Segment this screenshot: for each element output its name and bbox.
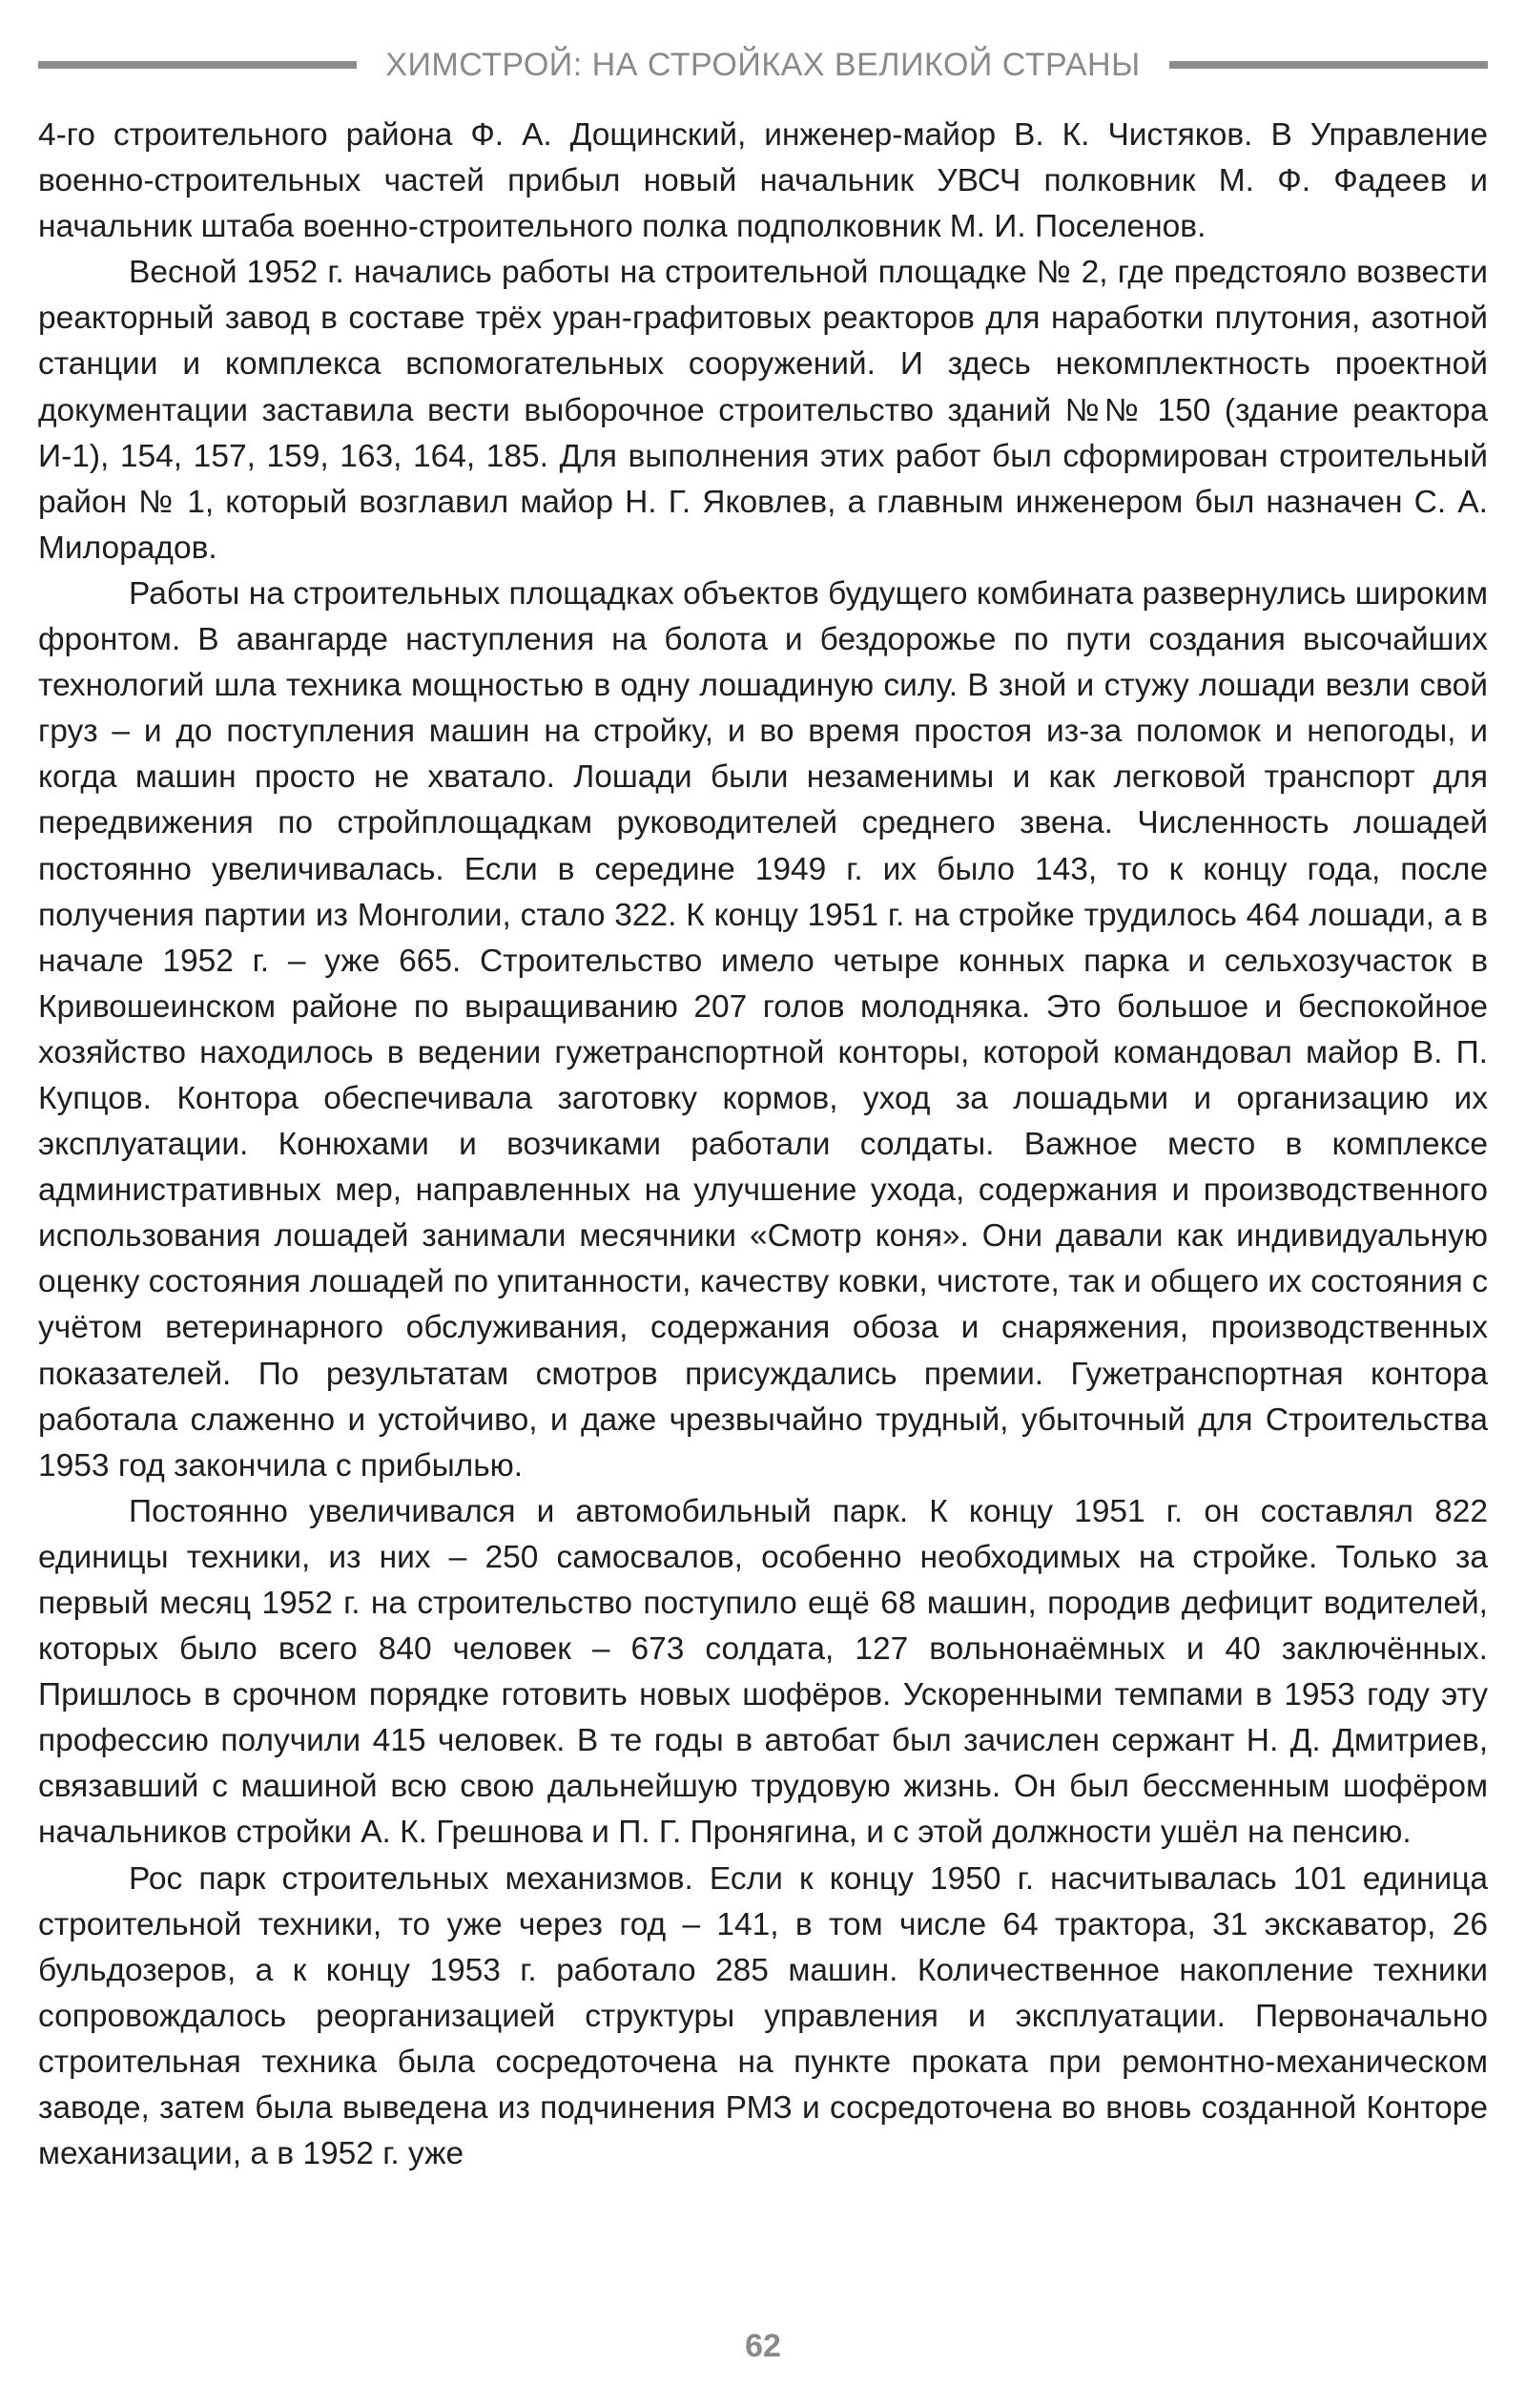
header-rule-left: [38, 61, 357, 69]
paragraph-2: Весной 1952 г. начались работы на строительной площадке № 2, где предстояло возвести реакторный завод в составе трёх уран-графитовых реакторов для наработки плутония, азотной станции и комплекса вспомогательных сооружений. И здесь некомплектность проектной документации заставила вести выборочное строительство зданий №№ 150 (здание реактора И-1), 154, 157, 159, 163, 164, 185. Для выполнения этих работ был сформирован строительный район № 1, который возглавил майор Н. Г. Яковлев, а главным инженером был назначен С. А. Милорадов.: [38, 255, 1488, 566]
running-header: [38, 36, 1488, 93]
paragraph-1: 4-го строительного района Ф. А. Дощинский, инженер-майор В. К. Чистяков. В Управление военно-строительных частей прибыл новый начальник УВСЧ полковник М. Ф. Фадеев и начальник штаба военно-строительного полка подполковник М. И. Поселенов.: [38, 117, 1488, 245]
paragraph-5: Рос парк строительных механизмов. Если к концу 1950 г. насчитывалась 101 единица строительной техники, то уже через год – 141, в том числе 64 трактора, 31 экскаватор, 26 бульдозеров, а к концу 1953 г. работало 285 машин. Количественное накопление техники сопровождалось реорганизацией структуры управления и эксплуатации. Первоначально строительная техника была сосредоточена на пункте проката при ремонтно-механическом заводе, затем была выведена из подчинения РМЗ и сосредоточена во вновь созданной Конторе механизации, а в 1952 г. уже: [38, 1860, 1488, 2172]
running-header-title: ХИМСТРОЙ: НА СТРОЙКАХ ВЕЛИКОЙ СТРАНЫ: [385, 46, 1141, 83]
paragraph-3: Работы на строительных площадках объектов будущего комбината развернулись широким фронтом. В авангарде наступления на болота и бездорожье по пути создания высочайших технологий шла техника мощностью в одну лошадиную силу. В зной и стужу лошади везли свой груз – и до поступления машин на стройку, и во время простоя из-за поломок и непогоды, и когда машин просто не хватало. Лошади были незаменимы и как легковой транспорт для передвижения по стройплощадкам руководителей среднего звена. Численность лошадей постоянно увеличивалась. Если в середине 1949 г. их было 143, то к концу года, после получения партии из Монголии, стало 322. К концу 1951 г. на стройке трудилось 464 лошади, а в начале 1952 г. – уже 665. Строительство имело четыре конных парка и сельхозучасток в Кривошеинском районе по выращиванию 207 голов молодняка. Это большое и беспокойное хозяйство находилось в ведении гужетранспортной конторы, которой командовал майор В. П. Купцов. Контора обеспечивала заготовку кормов, уход за лошадьми и организацию их эксплуатации. Конюхами и возчиками работали солдаты. Важное место в комплексе административных мер, направленных на улучшение ухода, содержания и производственного использования лошадей занимали месячники «Смотр коня». Они давали как индивидуальную оценку состояния лошадей по упитанности, качеству ковки, чистоте, так и общего их состояния с учётом ветеринарного обслуживания, содержания обоза и снаряжения, производственных показателей. По результатам смотров присуждались премии. Гужетранспортная контора работала слаженно и устойчиво, и даже чрезвычайно трудный, убыточный для Строительства 1953 год закончила с прибылью.: [38, 575, 1488, 1484]
paragraph-4: Постоянно увеличивался и автомобильный парк. К концу 1951 г. он составлял 822 единицы техники, из них – 250 самосвалов, особенно необходимых на стройке. Только за первый месяц 1952 г. на строительство поступило ещё 68 машин, породив дефицит водителей, которых было всего 840 человек – 673 солдата, 127 вольнонаёмных и 40 заключённых. Пришлось в срочном порядке готовить новых шофёров. Ускоренными темпами в 1953 году эту профессию получили 415 человек. В те годы в автобат был зачислен сержант Н. Д. Дмитриев, связавший с машиной всю свою дальнейшую трудовую жизнь. Он был бессменным шофёром начальников стройки А. К. Грешнова и П. Г. Пронягина, и с этой должности ушёл на пенсию.: [38, 1493, 1488, 1851]
page-body: [38, 113, 1488, 2177]
header-rule-right: [1169, 61, 1488, 69]
page-number: 62: [745, 2328, 781, 2364]
